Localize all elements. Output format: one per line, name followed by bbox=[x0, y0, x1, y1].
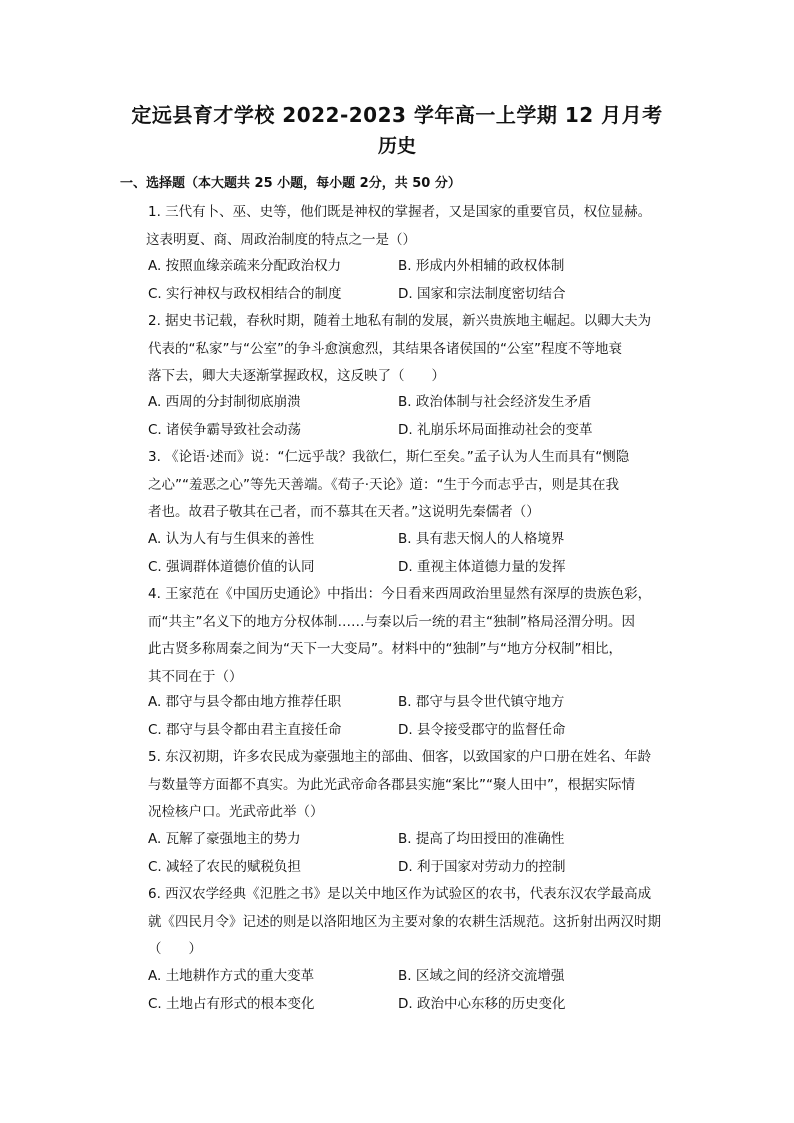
question-line: （ ） bbox=[148, 941, 202, 957]
question-line: 3. 《论语·述而》说：“仁远乎哉？我欲仁，斯仁至矣。”孟子认为人生而具有“恻隐 bbox=[148, 449, 630, 465]
option-b[interactable]: B. 郡守与县令世代镇守地方 bbox=[398, 694, 565, 710]
option-c[interactable]: C. 土地占有形式的根本变化 bbox=[148, 995, 315, 1012]
question-2 bbox=[148, 308, 688, 391]
question-6-options bbox=[148, 963, 708, 1018]
option-d[interactable]: D. 利于国家对劳动力的控制 bbox=[398, 858, 566, 875]
question-5-options bbox=[148, 826, 708, 881]
option-d[interactable]: D. 政治中心东移的历史变化 bbox=[398, 995, 566, 1012]
question-line: 5. 东汉初期，许多农民成为豪强地主的部曲、佃客，以致国家的户口册在姓名、年龄 bbox=[148, 749, 652, 765]
question-3 bbox=[148, 444, 688, 527]
question-line: 这表明夏、商、周政治制度的特点之一是（） bbox=[146, 231, 416, 248]
option-a[interactable]: A. 按照血缘亲疏来分配政治权力 bbox=[148, 258, 342, 274]
option-a[interactable]: A. 土地耕作方式的重大变革 bbox=[148, 968, 315, 984]
section-heading: 一、选择题（本大题共 25 小题，每小题 2分，共 50 分） bbox=[120, 176, 461, 191]
option-d[interactable]: D. 礼崩乐坏局面推动社会的变革 bbox=[398, 421, 593, 438]
option-d[interactable]: D. 县令接受郡守的监督任命 bbox=[398, 721, 566, 738]
question-line: 落下去，卿大夫逐渐掌握政权，这反映了（ ） bbox=[148, 368, 445, 384]
option-b[interactable]: B. 具有悲天悯人的人格境界 bbox=[398, 531, 565, 547]
option-d[interactable]: D. 国家和宗法制度密切结合 bbox=[398, 285, 566, 302]
option-c[interactable]: C. 强调群体道德价值的认同 bbox=[148, 558, 315, 575]
option-b[interactable]: B. 区域之间的经济交流增强 bbox=[398, 968, 565, 984]
question-5 bbox=[148, 744, 688, 827]
question-6 bbox=[148, 881, 688, 964]
question-line: 代表的“私家”与“公室”的争斗愈演愈烈，其结果各诸侯国的“公室”程度不等地衰 bbox=[148, 340, 622, 357]
option-a[interactable]: A. 西周的分封制彻底崩溃 bbox=[148, 394, 301, 410]
option-c[interactable]: C. 减轻了农民的赋税负担 bbox=[148, 858, 302, 875]
question-2-options bbox=[148, 389, 708, 444]
exam-title: 定远县育才学校 2022-2023 学年高一上学期 12 月月考 bbox=[131, 103, 663, 127]
question-line: 者也。故君子敬其在己者，而不慕其在天者。”这说明先秦儒者（） bbox=[148, 504, 540, 520]
option-c[interactable]: C. 诸侯争霸导致社会动荡 bbox=[148, 421, 302, 438]
option-b[interactable]: B. 提高了均田授田的准确性 bbox=[398, 831, 565, 847]
question-4-options bbox=[148, 689, 708, 744]
option-b[interactable]: B. 政治体制与社会经济发生矛盾 bbox=[398, 394, 592, 410]
question-line: 4. 王家范在《中国历史通论》中指出：今日看来西周政治里显然有深厚的贵族色彩， bbox=[148, 586, 652, 602]
option-a[interactable]: A. 郡守与县令都由地方推荐任职 bbox=[148, 694, 342, 710]
option-a[interactable]: A. 认为人有与生俱来的善性 bbox=[148, 531, 315, 547]
question-line: 其不同在于（） bbox=[148, 668, 243, 685]
question-line: 与数量等方面都不真实。为此光武帝命各郡县实施“案比”“聚人田中”，根据实际情 bbox=[148, 776, 635, 793]
question-4 bbox=[148, 581, 688, 691]
option-c[interactable]: C. 实行神权与政权相结合的制度 bbox=[148, 285, 342, 302]
option-a[interactable]: A. 瓦解了豪强地主的势力 bbox=[148, 831, 301, 847]
question-3-options bbox=[148, 526, 708, 581]
option-c[interactable]: C. 郡守与县令都由君主直接任命 bbox=[148, 721, 342, 738]
question-line: 6. 西汉农学经典《氾胜之书》是以关中地区作为试验区的农书，代表东汉农学最高成 bbox=[148, 886, 652, 902]
option-b[interactable]: B. 形成内外相辅的政权体制 bbox=[398, 258, 565, 274]
question-line: 此古贤多称周秦之间为“天下一大变局”。材料中的“独制”与“地方分权制”相比， bbox=[148, 641, 622, 657]
option-d[interactable]: D. 重视主体道德力量的发挥 bbox=[398, 558, 566, 575]
question-1 bbox=[148, 199, 688, 254]
question-line: 况检核户口。光武帝此举（） bbox=[148, 804, 324, 820]
question-line: 之心”“羞恶之心”等先天善端。《荀子·天论》道：“生于今而志乎古，则是其在我 bbox=[148, 476, 620, 493]
question-line: 就《四民月令》记述的则是以洛阳地区为主要对象的农耕生活规范。这折射出两汉时期 bbox=[148, 913, 661, 930]
question-line: 而“共主”名义下的地方分权体制……与秦以后一统的君主“独制”格局泾渭分明。因 bbox=[148, 613, 635, 630]
question-1-options bbox=[148, 253, 708, 308]
question-line: 1. 三代有卜、巫、史等，他们既是神权的掌握者，又是国家的重要官员，权位显赫。 bbox=[148, 204, 652, 220]
subject-title: 历史 bbox=[377, 135, 416, 157]
question-line: 2. 据史书记载，春秋时期，随着土地私有制的发展，新兴贵族地主崛起。以卿大夫为 bbox=[148, 313, 652, 329]
